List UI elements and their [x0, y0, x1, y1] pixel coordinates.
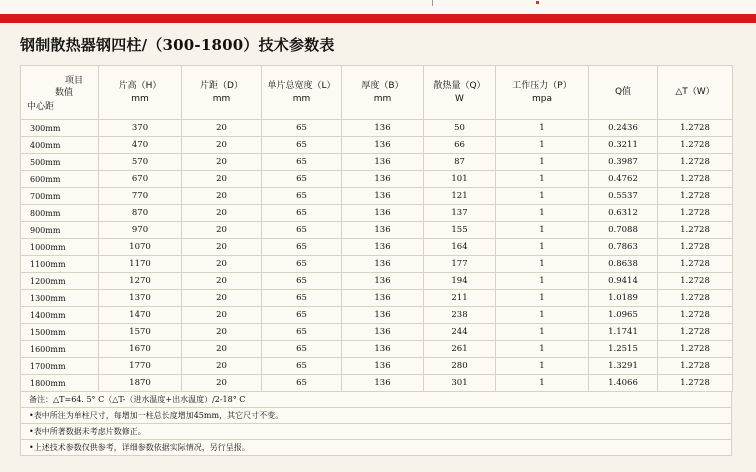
table-cell: 194 [424, 273, 496, 290]
table-row [21, 239, 733, 256]
table-cell: 1.2728 [658, 154, 733, 171]
decorative-dot [536, 1, 539, 4]
table-cell: 0.4762 [589, 171, 658, 188]
table-cell: 65 [262, 205, 342, 222]
table-cell: 301 [424, 375, 496, 392]
table-cell: 1 [496, 222, 589, 239]
table-cell: 470 [99, 137, 182, 154]
table-cell: 1.2728 [658, 290, 733, 307]
table-cell: 1 [496, 341, 589, 358]
table-cell: 1 [496, 137, 589, 154]
table-cell: 20 [182, 222, 262, 239]
table-cell: 65 [262, 137, 342, 154]
table-cell: 65 [262, 120, 342, 137]
table-body [21, 120, 733, 392]
table-cell: 136 [342, 239, 424, 256]
table-cell: 0.7863 [589, 239, 658, 256]
note-remark: 备注：△T=64. 5° C（△T-（进水温度+出水温度）/2-18° C [20, 391, 732, 408]
table-cell: 1000mm [21, 239, 99, 256]
table-cell: 1.2728 [658, 375, 733, 392]
table-cell: 65 [262, 290, 342, 307]
table-cell: 0.8638 [589, 256, 658, 273]
table-cell: 1.2728 [658, 239, 733, 256]
table-cell: 101 [424, 171, 496, 188]
table-cell: 1200mm [21, 273, 99, 290]
divider-mark [432, 0, 433, 6]
table-cell: 65 [262, 256, 342, 273]
table-cell: 137 [424, 205, 496, 222]
table-cell: 1.2515 [589, 341, 658, 358]
table-row [21, 324, 733, 341]
table-cell: 20 [182, 137, 262, 154]
table-cell: 1 [496, 171, 589, 188]
table-cell: 1.0965 [589, 307, 658, 324]
table-cell: 500mm [21, 154, 99, 171]
notes-section [20, 391, 732, 456]
table-cell: 1600mm [21, 341, 99, 358]
table-cell: 20 [182, 154, 262, 171]
table-cell: 1 [496, 273, 589, 290]
table-cell: 20 [182, 239, 262, 256]
table-cell: 1 [496, 205, 589, 222]
table-row [21, 222, 733, 239]
table-cell: 65 [262, 341, 342, 358]
table-cell: 1.2728 [658, 341, 733, 358]
table-cell: 1.2728 [658, 222, 733, 239]
table-cell: 570 [99, 154, 182, 171]
table-cell: 65 [262, 188, 342, 205]
corner-label-item: 项目 [65, 76, 84, 86]
table-cell: 65 [262, 307, 342, 324]
header-unit: W [455, 93, 464, 104]
table-cell: 0.7088 [589, 222, 658, 239]
table-cell: 136 [342, 171, 424, 188]
table-cell: 0.3987 [589, 154, 658, 171]
corner-header-cell [21, 66, 99, 120]
table-cell: 65 [262, 222, 342, 239]
table-cell: 1700mm [21, 358, 99, 375]
table-cell: 1.2728 [658, 171, 733, 188]
table-cell: 65 [262, 273, 342, 290]
table-cell: 280 [424, 358, 496, 375]
header-unit: mpa [532, 93, 552, 104]
table-row [21, 171, 733, 188]
page-title: 钢制散热器钢四柱/（300-1800）技术参数表 [20, 36, 335, 54]
table-cell: 1 [496, 307, 589, 324]
table-cell: 136 [342, 120, 424, 137]
table-cell: 1 [496, 120, 589, 137]
table-cell: 136 [342, 290, 424, 307]
header-unit: mm [373, 93, 392, 104]
table-row [21, 358, 733, 375]
header-label: 工作压力（P） [512, 80, 572, 91]
table-row [21, 273, 733, 290]
table-cell: 136 [342, 154, 424, 171]
table-cell: 1 [496, 358, 589, 375]
table-cell: 1270 [99, 273, 182, 290]
table-cell: 0.5537 [589, 188, 658, 205]
corner-label-center: 中心距 [27, 102, 55, 112]
spec-table [20, 65, 733, 392]
table-cell: 211 [424, 290, 496, 307]
header-label: △T（W） [675, 87, 715, 97]
table-cell: 1.2728 [658, 205, 733, 222]
table-cell: 1070 [99, 239, 182, 256]
table-row [21, 120, 733, 137]
table-row [21, 256, 733, 273]
header-label: 片距（D） [200, 80, 243, 91]
table-cell: 65 [262, 239, 342, 256]
table-row [21, 341, 733, 358]
table-cell: 65 [262, 358, 342, 375]
table-row [21, 137, 733, 154]
table-cell: 0.6312 [589, 205, 658, 222]
table-cell: 66 [424, 137, 496, 154]
table-cell: 1370 [99, 290, 182, 307]
table-cell: 700mm [21, 188, 99, 205]
table-cell: 1 [496, 324, 589, 341]
table-cell: 1.2728 [658, 137, 733, 154]
table-cell: 1 [496, 290, 589, 307]
table-cell: 121 [424, 188, 496, 205]
header-height [99, 66, 182, 120]
header-label: 厚度（B） [361, 80, 404, 91]
table-cell: 136 [342, 358, 424, 375]
header-width [262, 66, 342, 120]
table-cell: 1.2728 [658, 307, 733, 324]
table-cell: 136 [342, 375, 424, 392]
table-cell: 136 [342, 188, 424, 205]
table-cell: 1.2728 [658, 256, 733, 273]
header-label: 单片总宽度（L） [267, 80, 336, 91]
table-cell: 1400mm [21, 307, 99, 324]
table-cell: 870 [99, 205, 182, 222]
note-reference: •上述技术参数仅供参考，详细参数依据实际情况，另行呈报。 [20, 440, 732, 456]
table-cell: 1.2728 [658, 188, 733, 205]
table-cell: 1 [496, 154, 589, 171]
header-q-value [589, 66, 658, 120]
table-cell: 1 [496, 239, 589, 256]
table-row [21, 188, 733, 205]
table-cell: 1.2728 [658, 358, 733, 375]
table-cell: 136 [342, 137, 424, 154]
table-cell: 136 [342, 205, 424, 222]
table-cell: 600mm [21, 171, 99, 188]
header-unit: mm [292, 93, 311, 104]
header-unit: mm [131, 93, 149, 104]
header-spacing [182, 66, 262, 120]
header-label: 片高（H） [118, 80, 162, 91]
table-cell: 1.2728 [658, 324, 733, 341]
table-cell: 20 [182, 290, 262, 307]
table-cell: 238 [424, 307, 496, 324]
table-header-row [21, 66, 733, 120]
header-heat-output [424, 66, 496, 120]
header-delta-t [658, 66, 733, 120]
table-cell: 20 [182, 324, 262, 341]
table-cell: 87 [424, 154, 496, 171]
table-cell: 65 [262, 154, 342, 171]
table-cell: 400mm [21, 137, 99, 154]
table-cell: 0.9414 [589, 273, 658, 290]
header-pressure [496, 66, 589, 120]
table-cell: 136 [342, 341, 424, 358]
table-cell: 261 [424, 341, 496, 358]
table-cell: 20 [182, 120, 262, 137]
table-cell: 1300mm [21, 290, 99, 307]
table-row [21, 375, 733, 392]
table-cell: 1470 [99, 307, 182, 324]
header-label: Q值 [614, 87, 632, 97]
table-row [21, 154, 733, 171]
table-cell: 20 [182, 273, 262, 290]
header-thickness [342, 66, 424, 120]
table-cell: 1170 [99, 256, 182, 273]
table-cell: 1.2728 [658, 273, 733, 290]
table-cell: 20 [182, 341, 262, 358]
table-cell: 1.2728 [658, 120, 733, 137]
table-cell: 20 [182, 256, 262, 273]
table-cell: 1800mm [21, 375, 99, 392]
table-cell: 1570 [99, 324, 182, 341]
note-column-size: •表中所注为单柱尺寸，每增加一柱总长度增加45mm，其它尺寸不变。 [20, 408, 732, 424]
table-cell: 20 [182, 358, 262, 375]
table-cell: 177 [424, 256, 496, 273]
table-cell: 970 [99, 222, 182, 239]
table-cell: 65 [262, 324, 342, 341]
table-cell: 1 [496, 375, 589, 392]
table-cell: 1.4066 [589, 375, 658, 392]
table-cell: 20 [182, 205, 262, 222]
table-cell: 136 [342, 222, 424, 239]
table-cell: 300mm [21, 120, 99, 137]
table-cell: 1500mm [21, 324, 99, 341]
table-cell: 1.3291 [589, 358, 658, 375]
table-cell: 20 [182, 375, 262, 392]
table-cell: 164 [424, 239, 496, 256]
table-cell: 155 [424, 222, 496, 239]
table-cell: 1100mm [21, 256, 99, 273]
table-cell: 20 [182, 188, 262, 205]
table-cell: 65 [262, 171, 342, 188]
note-correction: •表中所著数据未考虑片数修正。 [20, 424, 732, 440]
table-cell: 900mm [21, 222, 99, 239]
table-cell: 136 [342, 307, 424, 324]
table-cell: 136 [342, 273, 424, 290]
table-cell: 136 [342, 324, 424, 341]
corner-label-value: 数值 [55, 88, 74, 98]
table-cell: 1870 [99, 375, 182, 392]
table-cell: 50 [424, 120, 496, 137]
top-strip [0, 0, 756, 14]
header-accent-bar [0, 14, 756, 23]
table-cell: 20 [182, 171, 262, 188]
header-unit: mm [212, 93, 231, 104]
table-cell: 770 [99, 188, 182, 205]
table-cell: 20 [182, 307, 262, 324]
table-cell: 136 [342, 256, 424, 273]
table-cell: 1 [496, 188, 589, 205]
table-cell: 1 [496, 256, 589, 273]
table-cell: 0.2436 [589, 120, 658, 137]
table-cell: 244 [424, 324, 496, 341]
table-row [21, 290, 733, 307]
table-row [21, 205, 733, 222]
table-cell: 1.1741 [589, 324, 658, 341]
table-cell: 800mm [21, 205, 99, 222]
table-row [21, 307, 733, 324]
table-cell: 1770 [99, 358, 182, 375]
table-cell: 1.0189 [589, 290, 658, 307]
table-cell: 370 [99, 120, 182, 137]
table-cell: 1670 [99, 341, 182, 358]
table-cell: 670 [99, 171, 182, 188]
table-cell: 65 [262, 375, 342, 392]
header-label: 散热量（Q） [433, 80, 486, 91]
table-cell: 0.3211 [589, 137, 658, 154]
